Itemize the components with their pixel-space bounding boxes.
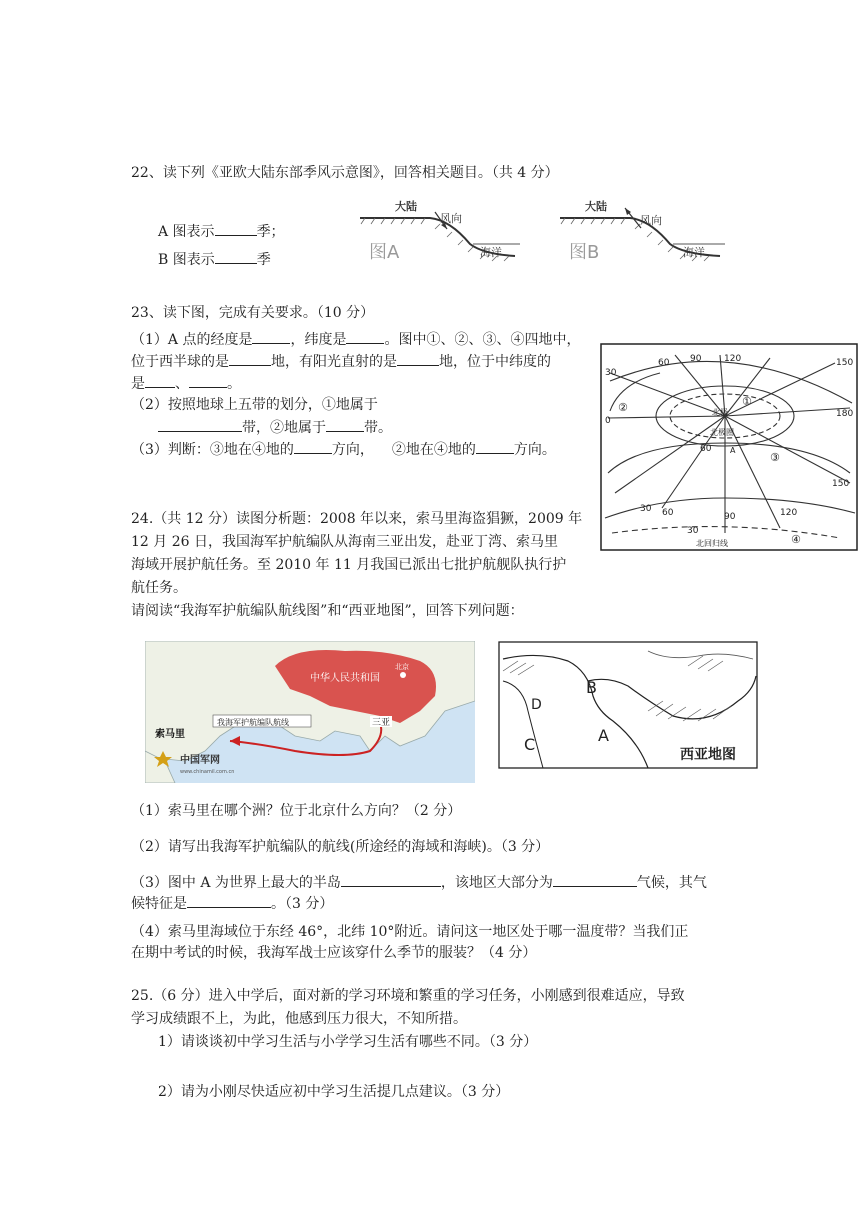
beijing-label: 北京 (395, 663, 409, 671)
q23-p3 (131, 373, 241, 394)
q25-s1: 1）请谈谈初中学习生活与小学学习生活有哪些不同。（3 分） (158, 1034, 538, 1050)
blank-dir-2 (476, 439, 514, 454)
q24-s3-line1 (131, 872, 707, 893)
blank-dir-1 (294, 439, 332, 454)
q24-s3-line2 (131, 893, 333, 914)
fig-a-ocean: 海洋 (480, 246, 502, 259)
sanya-label: 三亚 (372, 718, 391, 728)
blank-mid-2 (189, 373, 227, 388)
fig-a-land: 大陆 (395, 200, 417, 213)
q22-a-suffix: 季； (256, 224, 285, 240)
q24-s3a: （3）图中 A 为世界上最大的半岛 (131, 875, 341, 891)
q24-s3d: 候特征是 (131, 896, 187, 912)
q23-p5b: 带。 (364, 420, 392, 436)
q23-p6c: ②地在④地的 (391, 442, 476, 458)
blank-direct-sun (397, 351, 439, 366)
q23-p6 (131, 439, 556, 460)
q23-p6b: 方向， (331, 442, 374, 458)
label-c: C (524, 735, 536, 754)
q25-l2: 学习成绩跟不上，为此，他感到压力很大，不知所措。 (131, 1011, 467, 1027)
q23-title: 23、读下图，完成有关要求。（10 分） (131, 305, 375, 321)
fig-b-label: 图B (569, 242, 600, 263)
q22-a-blank (215, 221, 257, 236)
map-n90: 90 (690, 354, 702, 364)
q24-l5: 请阅读“我海军护航编队航线图”和“西亚地图”，回答下列问题： (131, 603, 524, 619)
q23-p1b: ，纬度是 (290, 332, 347, 348)
map-n60: 60 (658, 358, 670, 368)
q24-l2: 12 月 26 日，我国海军护航编队从海南三亚出发，赴亚丁湾、索马里 (131, 534, 558, 550)
map-s60: 60 (700, 444, 712, 454)
fig-b-land: 大陆 (585, 200, 607, 213)
map-mark-4: ④ (791, 533, 801, 546)
q23-p1 (131, 329, 580, 350)
q22-a-prefix: A 图表示 (158, 224, 215, 240)
map-b90: 90 (724, 512, 736, 522)
q23-p3a: 是 (131, 376, 145, 392)
blank-climate (553, 872, 637, 887)
map-s30: 30 (640, 504, 652, 514)
q23-p5a: 带，②地属于 (242, 420, 326, 436)
fig-b-ocean: 海洋 (683, 246, 705, 259)
figure-a (360, 199, 520, 263)
fig-a-label: 图A (369, 242, 400, 263)
q24-l1: 24.（共 12 分）读图分析题：2008 年以来，索马里海盗猖獗，2009 年 (131, 511, 583, 527)
q23-p1c: 。图中①、②、③、④四地中， (384, 332, 581, 348)
map-n150: 150 (836, 358, 854, 368)
label-d: D (531, 697, 542, 713)
map-b30: 30 (687, 526, 699, 536)
map-circle: 北极圈 (710, 428, 734, 437)
q23-p5 (158, 417, 392, 438)
q22-monsoon-figure (355, 196, 730, 268)
map-mark-2: ② (618, 401, 628, 414)
q23-p6a: （3）判断：③地在④地的 (131, 442, 294, 458)
q23-p1a: （1）A 点的经度是 (131, 332, 253, 348)
logo-text: 中国军网 (180, 755, 220, 766)
somalia-label: 索马里 (155, 729, 185, 740)
map-mark-1: ① (742, 395, 752, 408)
q24-s3b: ，该地区大部分为 (440, 875, 553, 891)
map-n120: 120 (724, 354, 742, 364)
q22-b-prefix: B 图表示 (158, 252, 215, 268)
map-b120: 120 (780, 508, 798, 518)
q22-line-b (158, 249, 271, 270)
map-mark-3: ③ (770, 451, 780, 464)
q22-title: 22、读下列《亚欧大陆东部季风示意图》，回答相关题目。（共 4 分） (131, 165, 559, 181)
map-n30: 30 (605, 368, 617, 378)
q23-p4: （2）按照地球上五带的划分，①地属于 (131, 397, 378, 413)
map-tropic: 北回归线 (696, 539, 728, 548)
map-s150: 150 (832, 479, 850, 489)
map-pole: 北极 (712, 408, 728, 417)
fig-a-wind: 风向 (440, 212, 462, 225)
q22-b-suffix: 季 (256, 252, 271, 268)
q22-line-a (158, 221, 285, 242)
blank-latitude (346, 329, 384, 344)
q25-s2: 2）请为小刚尽快适应初中学习生活提几点建议。（3 分） (158, 1084, 510, 1100)
q24-west-asia-map (498, 641, 758, 769)
q23-polar-map (600, 343, 858, 551)
q23-p2 (131, 351, 551, 372)
china-label: 中华人民共和国 (310, 673, 380, 684)
figure-b (560, 199, 725, 263)
q23-p2c: 地，位于中纬度的 (439, 354, 551, 370)
q23-p3c: 。 (227, 376, 241, 392)
q24-s2: （2）请写出我海军护航编队的航线(所途经的海域和海峡)。（3 分） (131, 839, 550, 855)
blank-zone-1 (158, 417, 242, 432)
q24-l4: 航任务。 (131, 580, 187, 596)
blank-mid-1 (145, 373, 175, 388)
map-point-a: A (730, 446, 736, 455)
q23-p3b: 、 (175, 376, 189, 392)
q25-l1: 25.（6 分）进入中学后，面对新的学习环境和繁重的学习任务，小刚感到很难适应，导致 (131, 988, 685, 1004)
blank-peninsula (341, 872, 441, 887)
q24-s3e: 。（3 分） (271, 896, 334, 912)
q24-s4-line2: 在期中考试的时候，我海军战士应该穿什么季节的服装？（4 分） (131, 945, 537, 961)
q24-l3: 海域开展护航任务。至 2010 年 11 月我国已派出七批护航舰队执行护 (131, 557, 567, 573)
fig-b-wind: 风向 (640, 214, 662, 227)
q24-s1: （1）索马里在哪个洲？位于北京什么方向？（2 分） (131, 803, 462, 819)
route-label: 我海军护航编队航线 (217, 718, 289, 727)
q24-s4-line1: （4）索马里海域位于东经 46°，北纬 10°附近。请问这一地区处于哪一温度带？当我们正 (131, 924, 689, 940)
label-b: B (586, 678, 597, 697)
blank-zone-2 (326, 417, 364, 432)
q23-p6d: 方向。 (513, 442, 556, 458)
blank-feature (187, 893, 271, 908)
q23-p2a: 位于西半球的是 (131, 354, 229, 370)
map-b60: 60 (662, 508, 674, 518)
q24-route-map (145, 641, 475, 783)
map-n180: 180 (836, 409, 854, 419)
q23-p2b: 地，有阳光直射的是 (271, 354, 397, 370)
logo-url: www.chinamil.com.cn (180, 769, 235, 775)
blank-west (229, 351, 271, 366)
map-n0: 0 (605, 416, 611, 426)
map-title: 西亚地图 (680, 747, 736, 763)
label-a: A (598, 726, 609, 745)
q24-s3c: 气候，其气 (636, 875, 707, 891)
blank-longitude (252, 329, 290, 344)
q22-b-blank (215, 249, 257, 264)
beijing-dot (400, 672, 406, 678)
